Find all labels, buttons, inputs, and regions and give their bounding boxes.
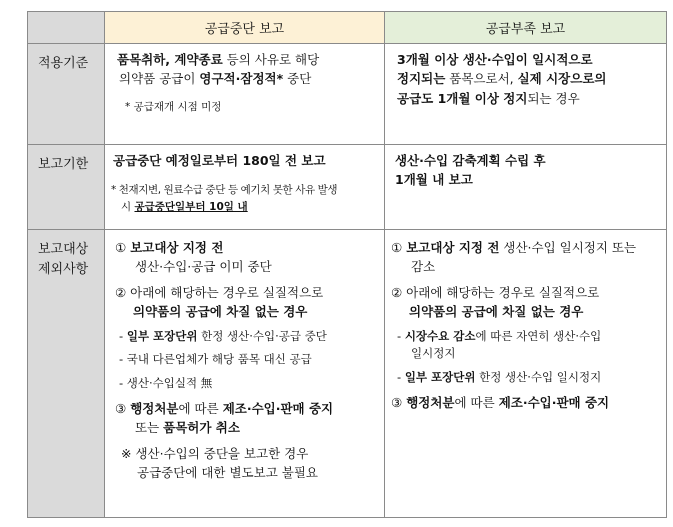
criteria-stop-text3: 중단: [283, 71, 312, 87]
deadline-stop-note1: * 천재지변, 원료수급 중단 등 예기치 못한 사유 발생: [111, 184, 338, 197]
exclusions-short-dash2-bold: 일부 포장단위: [404, 370, 476, 385]
exclusions-short-dash1-line2: 일시정지: [411, 346, 456, 361]
exclusions-short-item2: ② 아래에 해당하는 경우로 실질적으로: [391, 284, 600, 300]
exclusions-short-dash1-text: 에 따른 자연히 생산·수입: [475, 328, 602, 343]
exclusions-stop-item3-num: ③: [115, 400, 131, 416]
header-supply-stop: 공급중단 보고: [105, 12, 385, 44]
exclusions-label-cell: [28, 230, 105, 518]
exclusions-stop-dash1-text: 한정 생산·수입·공급 중단: [197, 328, 327, 343]
header-empty-cell: [28, 12, 105, 44]
criteria-short-bold2: 정지되는: [397, 71, 446, 87]
criteria-stop-text2: 의약품 공급이: [119, 71, 200, 87]
exclusions-short-item3: [391, 393, 658, 412]
deadline-row: [28, 145, 667, 230]
deadline-stop-cell: [105, 145, 385, 230]
report-comparison-table: [27, 11, 667, 518]
criteria-row: [28, 44, 667, 145]
report-comparison-table-wrapper: [27, 11, 667, 518]
exclusions-short-dash1-bold: 시장수요 감소: [404, 328, 476, 343]
criteria-stop-note: * 공급재개 시점 미정: [125, 100, 222, 113]
exclusions-stop-item3: [111, 399, 376, 418]
exclusions-short-dash2: [391, 369, 658, 387]
criteria-short-line2: [391, 69, 658, 88]
header-supply-shortage: 공급부족 보고: [385, 12, 667, 44]
exclusions-stop-dash1: [111, 328, 376, 346]
exclusions-short-cell: [385, 230, 667, 518]
exclusions-short-item1: [391, 238, 658, 257]
deadline-stop-note2-prefix: 시: [121, 200, 135, 213]
deadline-short-line1: 생산·수입 감축계획 수립 후: [395, 153, 546, 168]
criteria-stop-cell: [105, 44, 385, 145]
exclusions-stop-dash3: - 생산·수입실적 無: [119, 376, 213, 391]
exclusions-short-item2-bold: 의약품의 공급에 차질 없는 경우: [409, 304, 584, 320]
exclusions-stop-item1: [111, 238, 376, 257]
criteria-short-line3: [391, 89, 658, 108]
exclusions-short-item3-text: 에 따른: [454, 394, 499, 410]
criteria-short-text2: 품목으로서,: [445, 71, 518, 87]
exclusions-stop-item3-bold1: 행정처분: [130, 400, 179, 416]
exclusions-stop-item2-bold: 의약품의 공급에 차질 없는 경우: [133, 304, 308, 320]
criteria-label: 적용기준: [28, 44, 105, 145]
criteria-stop-bold1: 품목취하, 계약종료: [117, 52, 223, 67]
exclusions-stop-item3-line2: [111, 418, 376, 437]
criteria-short-cell: [385, 44, 667, 145]
exclusions-stop-reference2: 공급중단에 대한 별도보고 불필요: [137, 465, 318, 481]
exclusions-short-item3-bold1: 행정처분: [406, 394, 455, 410]
exclusions-short-dash1-mark: -: [397, 328, 405, 343]
exclusions-stop-item1-bold: 보고대상 지정 전: [130, 240, 224, 255]
exclusions-short-item1-line2: 감소: [411, 259, 436, 275]
criteria-short-text3: 되는 경우: [527, 90, 580, 106]
deadline-stop-note2-emph: 공급중단일부터 10일 내: [134, 200, 248, 213]
deadline-stop-main: 공급중단 예정일로부터 180일 전 보고: [113, 153, 326, 168]
criteria-stop-bold2: 영구적·잠정적*: [199, 71, 284, 87]
criteria-short-line1: [391, 50, 658, 69]
exclusions-short-item3-bold2: 제조·수입·판매 중지: [498, 394, 610, 410]
exclusions-stop-item1-detail: 생산·수입·공급 이미 중단: [135, 259, 272, 275]
exclusions-short-dash2-mark: -: [397, 370, 405, 385]
exclusions-stop-dash1-bold: 일부 포장단위: [126, 328, 198, 343]
exclusions-stop-dash2: - 국내 다른업체가 해당 품목 대신 공급: [119, 352, 312, 367]
exclusions-short-item1-bold: 보고대상 지정 전: [406, 240, 500, 255]
deadline-short-line2: 1개월 내 보고: [395, 172, 473, 188]
deadline-short-cell: [385, 145, 667, 230]
exclusions-stop-cell: [105, 230, 385, 518]
exclusions-short-item1-num: ①: [391, 240, 407, 255]
exclusions-label-line1: 보고대상: [38, 242, 89, 257]
exclusions-stop-item1-num: ①: [115, 240, 131, 255]
exclusions-stop-item2: ② 아래에 해당하는 경우로 실질적으로: [115, 284, 324, 300]
criteria-short-bold4: 공급도 1개월 이상 정지: [397, 90, 528, 106]
header-row: [28, 12, 667, 44]
exclusions-stop-item3-bold3: 품목허가 취소: [163, 420, 240, 436]
deadline-label: 보고기한: [28, 145, 105, 230]
exclusions-stop-item3-text: 에 따른: [178, 400, 223, 416]
exclusions-stop-dash1-mark: -: [119, 328, 127, 343]
criteria-stop-text1: 등의 사유로 해당: [222, 52, 320, 67]
exclusions-label-line2: 제외사항: [38, 262, 89, 278]
exclusions-stop-item3-bold2: 제조·수입·판매 중지: [222, 400, 334, 416]
criteria-stop-line2: [111, 69, 376, 88]
criteria-short-bold3: 실제 시장으로의: [517, 71, 607, 87]
criteria-short-bold1: 3개월 이상 생산·수입이 일시적으로: [397, 52, 593, 67]
exclusions-short-dash2-text: 한정 생산·수입 일시정지: [475, 370, 602, 385]
criteria-stop-line1: [111, 50, 376, 69]
exclusions-stop-item3-text2: 또는: [135, 420, 164, 436]
exclusions-short-item3-num: ③: [391, 394, 407, 410]
exclusions-short-item1-text: 생산·수입 일시정지 또는: [499, 240, 637, 255]
exclusions-short-dash1: [391, 328, 658, 346]
exclusions-stop-reference1: ※ 생산·수입의 중단을 보고한 경우: [121, 445, 309, 461]
deadline-stop-note2: [111, 199, 376, 215]
exclusions-row: [28, 230, 667, 518]
